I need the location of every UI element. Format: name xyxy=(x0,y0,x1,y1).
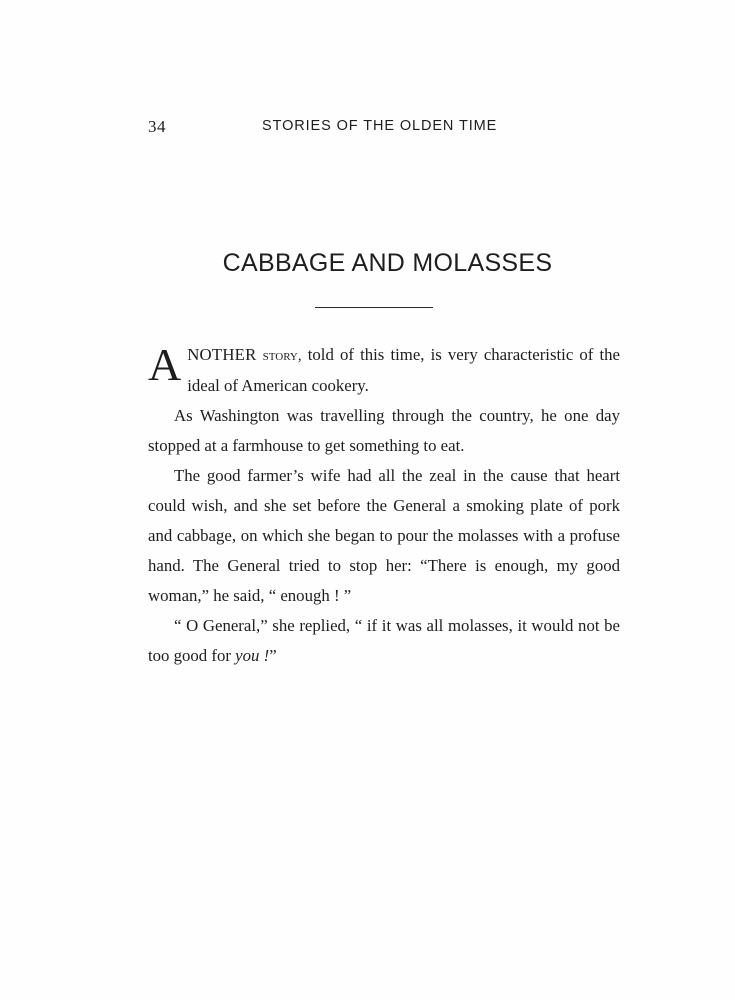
paragraph xyxy=(148,401,620,461)
closing-quote: ” xyxy=(269,646,277,665)
running-title: STORIES OF THE OLDEN TIME xyxy=(262,118,498,134)
running-head xyxy=(0,115,735,139)
title-divider xyxy=(315,307,433,308)
paragraph-text: The good farmer’s wife had all the zeal in the cause that heart could wish, and she set before the General a smoking plate of pork and cabbage, on which she began to pour the molasses with a profuse hand. The General tried to stop her: “There is enough, my good woman,” he said, “ enough ! ” xyxy=(148,466,620,605)
paragraph xyxy=(148,461,620,611)
paragraph-text: As Washington was travelling through the country, he one day stopped at a farmhouse to get something to eat. xyxy=(148,406,620,455)
small-caps-word: story, xyxy=(262,348,302,364)
emphasized-word: you ! xyxy=(235,646,270,665)
paragraph-text: told of this time, is very characteristic of the ideal of American cookery. xyxy=(187,345,620,395)
chapter-title: CABBAGE AND MOLASSES xyxy=(222,249,553,277)
paragraph xyxy=(148,340,620,401)
opening-word: NOTHER xyxy=(187,345,257,364)
paragraph-text: “ O General,” she replied, “ if it was all molasses, it would not be too good for xyxy=(148,616,620,665)
drop-cap: A xyxy=(148,339,182,390)
page-number: 34 xyxy=(148,117,166,136)
paragraph xyxy=(148,611,620,671)
chapter-body xyxy=(148,340,620,671)
